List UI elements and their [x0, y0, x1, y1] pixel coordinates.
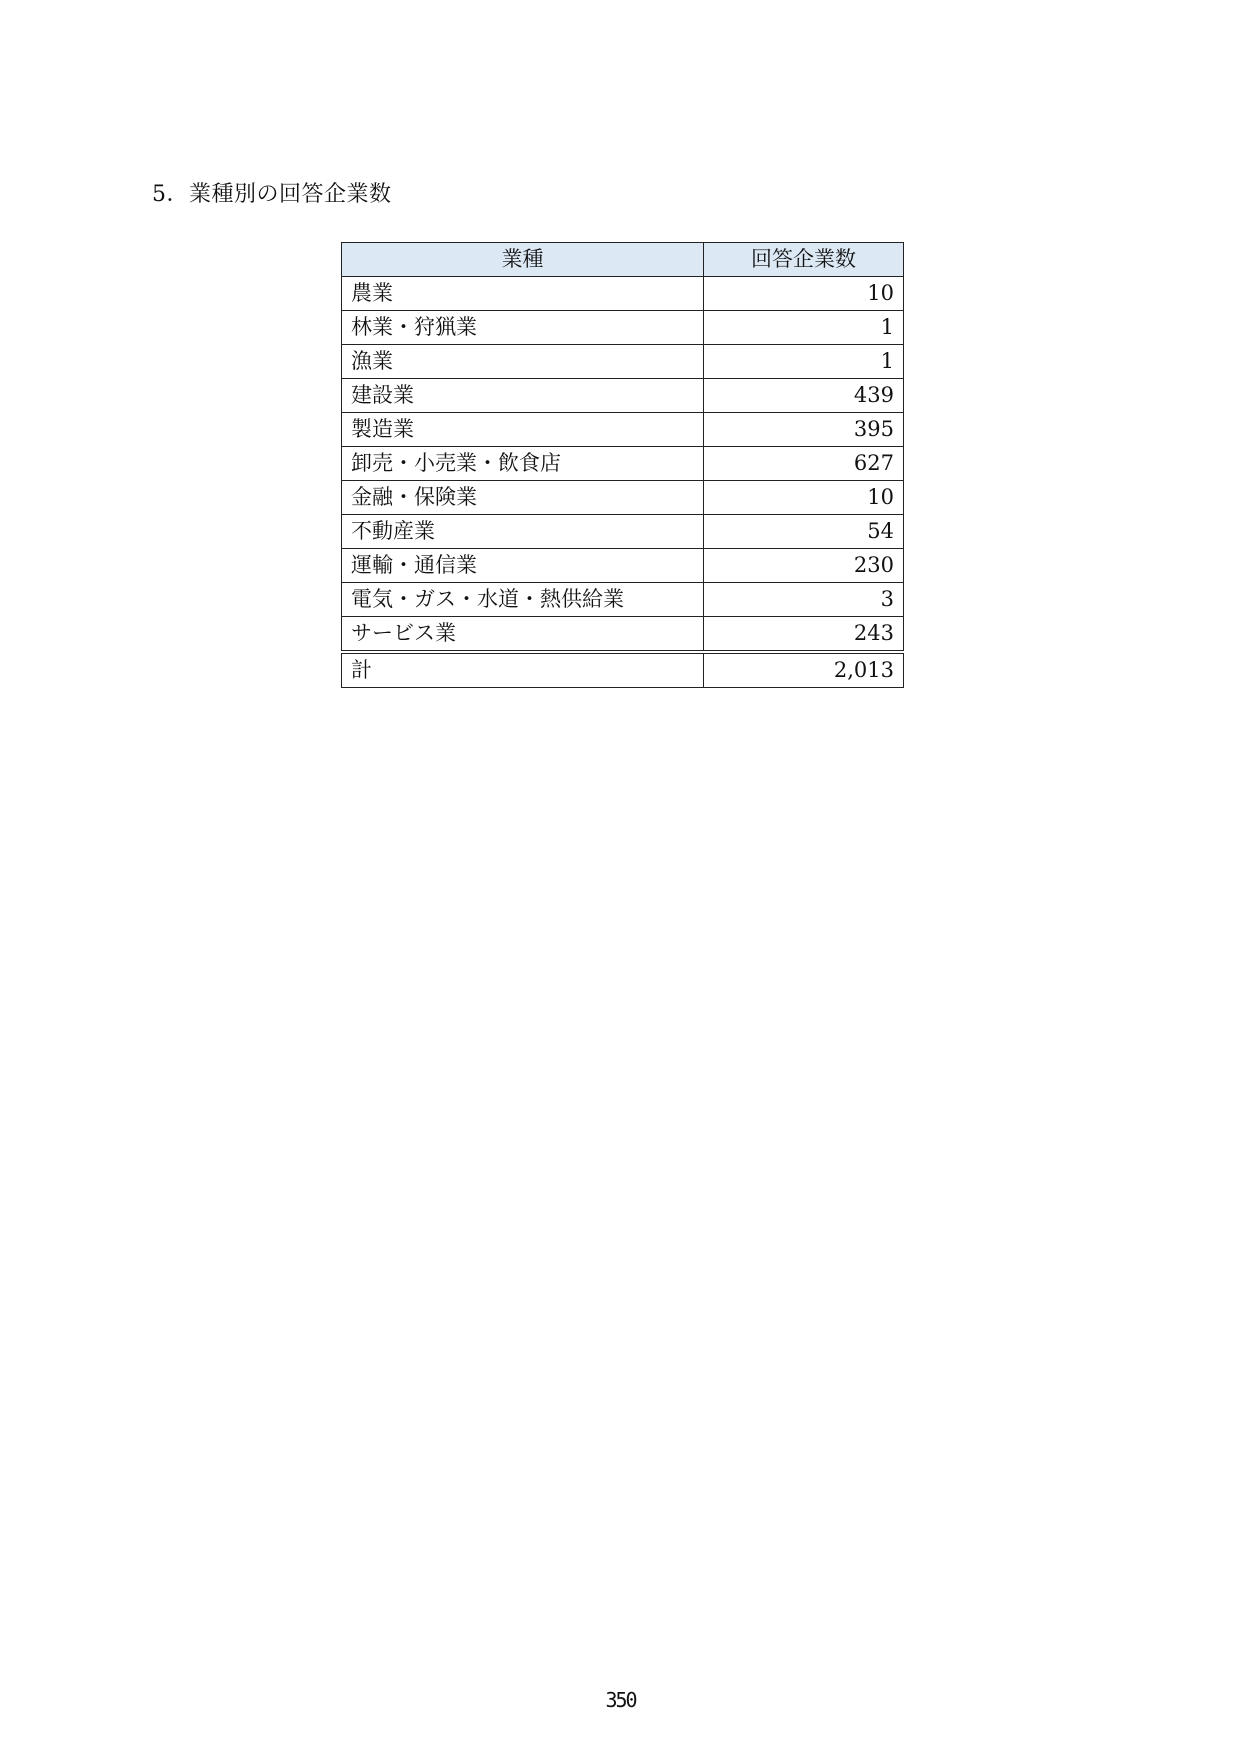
table-row: [342, 481, 904, 515]
table-row: [342, 379, 904, 413]
count-cell: 627: [704, 447, 904, 481]
table-row: [342, 413, 904, 447]
industry-cell: 漁業: [342, 345, 704, 379]
industry-response-table: [341, 242, 904, 688]
industry-cell: 林業・狩猟業: [342, 311, 704, 345]
total-label-cell: 計: [342, 652, 704, 688]
industry-cell: 農業: [342, 277, 704, 311]
count-cell: 1: [704, 345, 904, 379]
industry-cell: 電気・ガス・水道・熱供給業: [342, 583, 704, 617]
page-number: 350: [605, 1688, 636, 1712]
industry-cell: 建設業: [342, 379, 704, 413]
industry-cell: 製造業: [342, 413, 704, 447]
count-cell: 395: [704, 413, 904, 447]
industry-cell: 卸売・小売業・飲食店: [342, 447, 704, 481]
table-row: [342, 447, 904, 481]
industry-cell: 金融・保険業: [342, 481, 704, 515]
total-row: [342, 652, 904, 688]
table-row: [342, 549, 904, 583]
column-header-count: 回答企業数: [704, 243, 904, 277]
count-cell: 10: [704, 277, 904, 311]
count-cell: 3: [704, 583, 904, 617]
count-cell: 54: [704, 515, 904, 549]
table-row: [342, 617, 904, 653]
count-cell: 10: [704, 481, 904, 515]
count-cell: 1: [704, 311, 904, 345]
table-row: [342, 345, 904, 379]
industry-cell: サービス業: [342, 617, 704, 653]
table-row: [342, 583, 904, 617]
table-row: [342, 515, 904, 549]
column-header-industry: 業種: [342, 243, 704, 277]
table-row: [342, 311, 904, 345]
table-row: [342, 277, 904, 311]
count-cell: 230: [704, 549, 904, 583]
industry-cell: 運輸・通信業: [342, 549, 704, 583]
industry-cell: 不動産業: [342, 515, 704, 549]
total-count-cell: 2,013: [704, 652, 904, 688]
count-cell: 439: [704, 379, 904, 413]
section-heading: 5．業種別の回答企業数: [152, 182, 392, 207]
count-cell: 243: [704, 617, 904, 653]
table-header-row: [342, 243, 904, 277]
